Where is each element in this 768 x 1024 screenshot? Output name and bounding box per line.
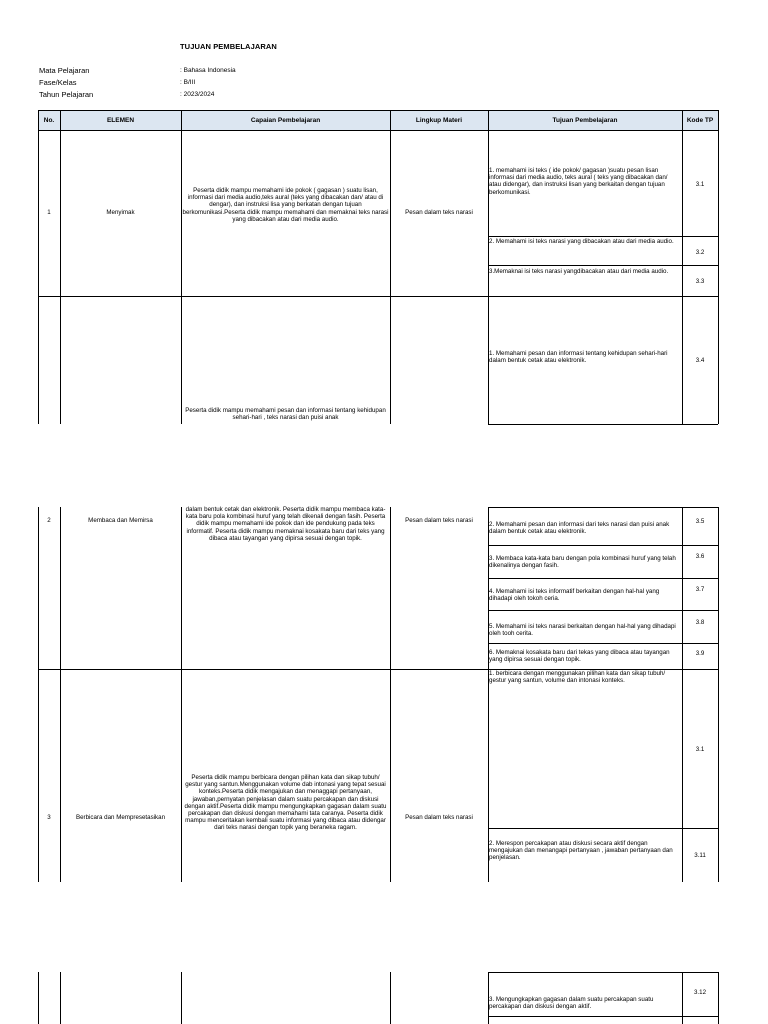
- row2a-capaian: Peserta didik mampu memahami pesan dan informasi tentang kehidupan sehari-hari , teks narasi dan puisi anak: [185, 407, 386, 422]
- row1-kode-3: 3.3: [695, 278, 705, 285]
- row1-no: 1: [47, 209, 51, 216]
- row3-kode-1: 3.1: [695, 746, 705, 753]
- row1-kode-2: 3.2: [695, 249, 705, 256]
- row2-kode-4: 3.7: [695, 586, 705, 593]
- row3-elemen: Berbicara dan Mempresetasikan: [75, 814, 166, 821]
- header-capaian: Capaian Pembelajaran: [250, 117, 321, 124]
- header-tujuan: Tujuan Pembelajaran: [552, 117, 618, 124]
- subject-label: Mata Pelajaran: [39, 66, 90, 75]
- row1-tp-3: 3.Memaknai isi teks narasi yangdibacakan atau dari media audio.: [489, 268, 669, 275]
- header-kode: Kode TP: [686, 117, 714, 124]
- row2-kode-6: 3.9: [695, 650, 705, 657]
- row4-kode-3: 3.12: [693, 989, 707, 996]
- row1-elemen: Menyimak: [106, 209, 135, 216]
- phase-label: Fase/Kelas: [39, 78, 77, 87]
- row3-no: 3: [47, 814, 51, 821]
- row1-tp-2: 2. Memahami isi teks narasi yang dibacakan atau dari media audio.: [489, 238, 674, 245]
- year-label: Tahun Pelajaran: [39, 90, 94, 99]
- row2-no: 2: [47, 517, 51, 524]
- row2-tp-4: 4. Memahami isi teks informatif berkaitan dengan hal-hal yang dihadapi oleh tokoh ceria.: [489, 588, 660, 603]
- row3-tp-2: 2. Merespon percakapan atau diskusi secara aktif dengan mengajukan dan menangapi pertanyaan , jawaban pertanyaan dan penjelasan.: [489, 840, 673, 862]
- row2-kode-2: 3.5: [695, 518, 705, 525]
- row2b-capaian: dalam bentuk cetak dan elektronik. Peserta didik mampu membaca kata-kata baru pola kombinasi huruf yang telah dikenali dengan fasih. Peserta didik mampu memahami ide pokok dan ide pendukung pada teks informatif. Peserta didik mampu memaknai kosakata baru dari teks yang dibaca atau tayangan yang dipirsa sesuai dengan topik.: [185, 506, 386, 542]
- row2-kode-5: 3.8: [695, 619, 705, 626]
- row3-kode-2: 3.11: [694, 852, 706, 859]
- row2a-tp-1: 1. Memahami pesan dan informasi tentang kehidupan sehari-hari dalam bentuk cetak atau elektronik.: [489, 350, 668, 365]
- row2-tp-6: 6. Memaknai kosakata baru dari tekas yang dibaca atau tayangan yang dipirsa sesuai dengan topik.: [489, 649, 670, 664]
- year-value: : 2023/2024: [180, 91, 215, 98]
- row4-tp-3: 3. Mengungkapkan gagasan dalam suatu percakapan suatu percakapan dan diskusi dengan aktif.: [489, 996, 654, 1011]
- row1-capaian: Peserta didik mampu memahami ide pokok ( gagasan ) suatu lisan, informasi dari media audio,teks aural (teks yang dibacakan dan/ atau di dengar), dan instruksi lisa yang berkatan dengan tujuan berkomunikasi.Peserta didik mampu memahami dan memaknai teks narasi yang dibacakan atau dari media audio.: [182, 187, 389, 223]
- subject-value: : Bahasa Indonesia: [180, 67, 236, 74]
- row3-capaian: Peserta didik mampu berbicara dengan pilihan kata dan sikap tubuh/ gestur yang santun.Menggunakan volume dab intonasi yang tepat sesuai konteks.Peserta didik mengajukan dan menaggapi pertanyaan, jawaban,pernyatan penjelasan dalam suatu percakapan dan diskusi dengan aktif.Peserta didik mampu mengungkapkan gagasan dalam suatu percakapan dan diskusi dengan memahami tata caranya. Peserta didik mampu menceritakan kembali suatu informasi yang dibaca atau didengar dari teks narasi dengan topik yang beraneka ragam.: [184, 774, 387, 832]
- row3-tp-1: 1. berbicara dengan menggunakan pilihan kata dan sikap tubuh/ gestur yang santun, volume dan intonasi konteks.: [489, 670, 666, 685]
- row2-kode-3: 3.6: [695, 553, 705, 560]
- row1-tp-1: 1. memahami isi teks ( ide pokok/ gagasan )suatu pesan lisan informasi dari media audio, teks aural ( teks yang dibacakan dan/ atau didengar), dan instruksi lisan yang berkaitan dengan tujuan berkomunikasi.: [489, 167, 668, 196]
- row2-elemen: Membaca dan Memirsa: [88, 517, 153, 524]
- row2-tp-3: 3. Membaca kata-kata baru dengan pola kombinasi huruf yang telah dikenalinya dengan fasih.: [489, 555, 676, 570]
- row2a-kode-1: 3.4: [695, 357, 705, 364]
- row1-lingkup: Pesan dalam teks narasi: [405, 209, 473, 216]
- row2-tp-2: 2. Memahami pesan dan informasi dari teks narasi dan puisi anak dalam bentuk cetak atau elektronik.: [489, 521, 670, 536]
- row3-lingkup: Pesan dalam teks narasi: [405, 814, 473, 821]
- row2-lingkup: Pesan dalam teks narasi: [405, 517, 473, 524]
- header-no: No.: [43, 117, 55, 124]
- row1-kode-1: 3.1: [695, 181, 705, 188]
- phase-value: : B/III: [180, 79, 196, 86]
- document-title: TUJUAN PEMBELAJARAN: [180, 42, 277, 51]
- header-lingkup: Lingkup Materi: [415, 117, 463, 124]
- header-elemen: ELEMEN: [106, 117, 135, 124]
- row2-tp-5: 5. Memahami isi teks narasi berkaitan dengan hal-hal yang dihadapi oleh tooh cerita.: [489, 623, 676, 638]
